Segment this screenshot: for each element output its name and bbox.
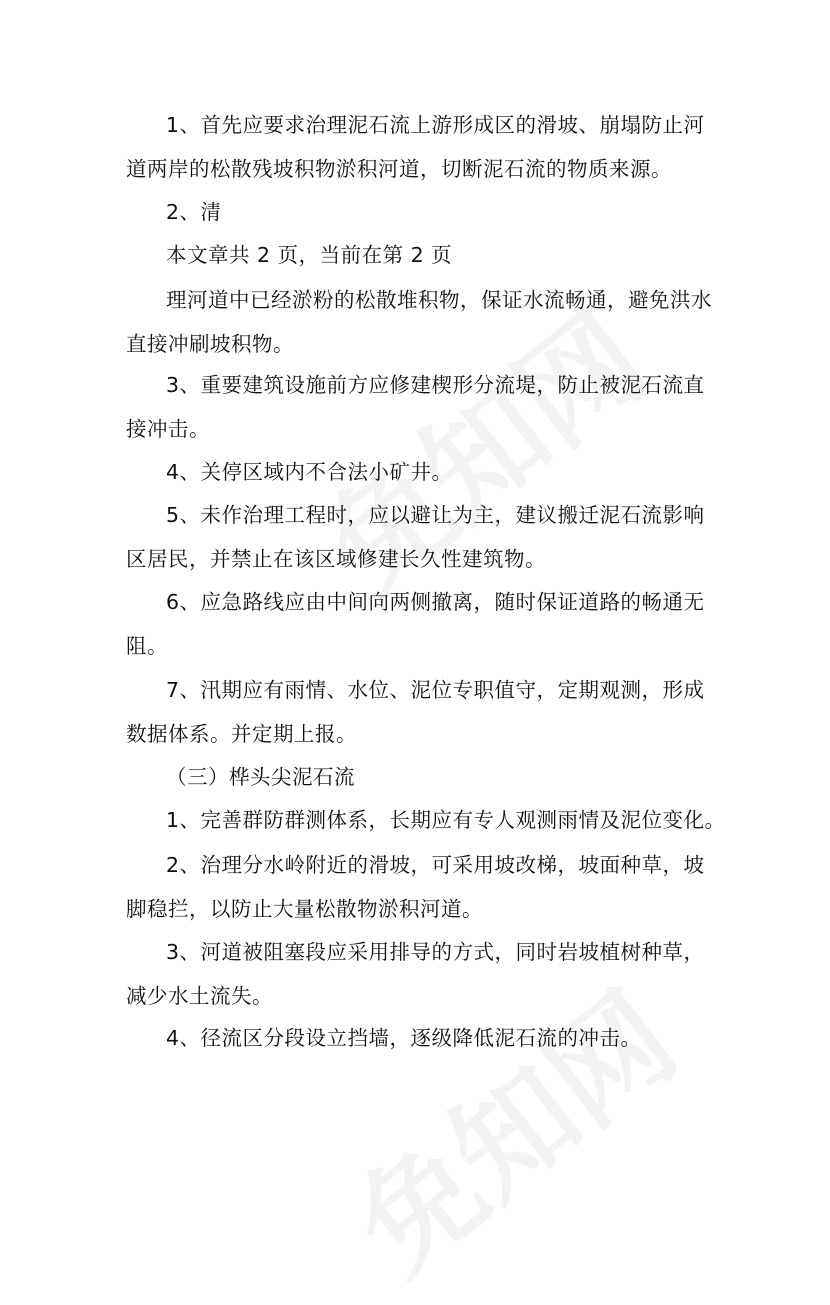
text-line: 4、关停区域内不合法小矿井。	[166, 460, 453, 484]
text-line: 阻。	[126, 634, 168, 658]
text-line: 3、重要建筑设施前方应修建楔形分流堤，防止被泥石流直	[166, 373, 705, 397]
text-line: 4、径流区分段设立挡墙，逐级降低泥石流的冲击。	[166, 1026, 642, 1050]
text-line: 理河道中已经淤粉的松散堆积物，保证水流畅通，避免洪水	[166, 288, 712, 312]
text-line: （三）桦头尖泥石流	[166, 765, 355, 789]
text-line: 数据体系。并定期上报。	[126, 722, 357, 746]
text-line: 脚稳拦，以防止大量松散物淤积河道。	[126, 897, 483, 921]
watermark	[315, 947, 705, 1304]
text-line: 3、河道被阻塞段应采用排导的方式，同时岩坡植树种草，	[166, 940, 705, 964]
text-line: 区居民，并禁止在该区域修建长久性建筑物。	[126, 547, 546, 571]
text-line: 5、未作治理工程时，应以避让为主，建议搬迁泥石流影响	[166, 503, 705, 527]
text-line: 道两岸的松散残坡积物淤积河道，切断泥石流的物质来源。	[126, 157, 672, 181]
text-line: 2、清	[166, 200, 222, 224]
text-line: 1、完善群防群测体系，长期应有专人观测雨情及泥位变化。	[166, 808, 726, 832]
text-line: 2、治理分水岭附近的滑坡，可采用坡改梯，坡面种草，坡	[166, 853, 705, 877]
text-line: 6、应急路线应由中间向两侧撤离，随时保证道路的畅通无	[166, 590, 705, 614]
text-line: 本文章共 2 页，当前在第 2 页	[166, 243, 453, 267]
text-line: 7、汛期应有雨情、水位、泥位专职值守，定期观测，形成	[166, 678, 705, 702]
text-line: 减少水土流失。	[126, 984, 273, 1008]
text-line: 1、首先应要求治理泥石流上游形成区的滑坡、崩塌防止河	[166, 113, 705, 137]
text-line: 接冲击。	[126, 417, 210, 441]
text-line: 直接冲刷坡积物。	[126, 332, 294, 356]
